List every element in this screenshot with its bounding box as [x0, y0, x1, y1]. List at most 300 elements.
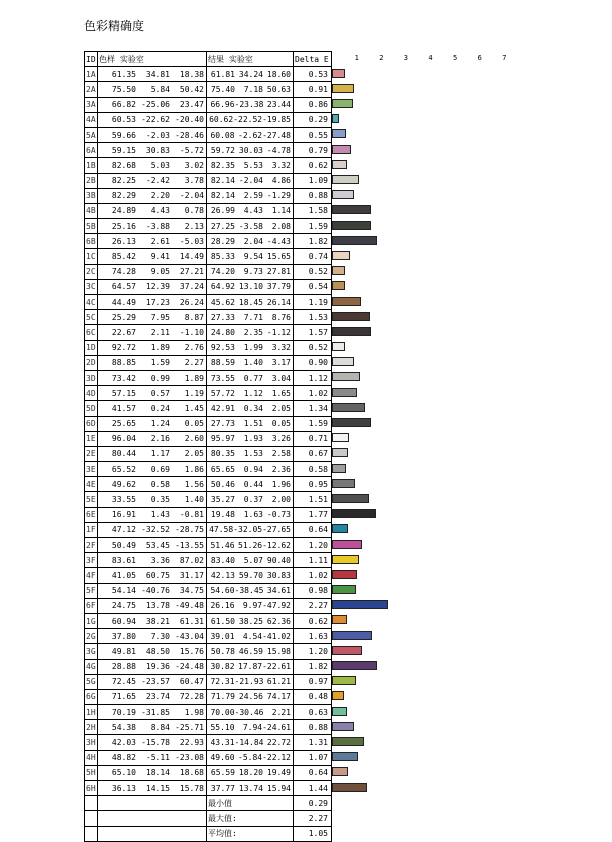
- delta-e-bar-cell: [332, 173, 519, 188]
- ref-lab-a: 19.36: [145, 662, 170, 672]
- ref-lab-cell: [98, 446, 207, 461]
- ref-lab-b: 27.21: [179, 267, 204, 277]
- table-row: [85, 659, 519, 674]
- row-id: 5E: [85, 492, 98, 507]
- ref-lab-cell: [98, 143, 207, 158]
- delta-e-bar-cell: [332, 659, 519, 674]
- ref-lab-b: 61.31: [179, 616, 204, 626]
- ref-lab-a: -2.42: [145, 176, 170, 186]
- ref-lab-a: 5.03: [150, 160, 170, 170]
- delta-e-bar: [332, 281, 345, 290]
- delta-e-value: 1.51: [294, 492, 332, 507]
- delta-e-value: 1.11: [294, 553, 332, 568]
- ref-lab-l: 82.68: [111, 160, 136, 170]
- meas-lab-cell: [207, 644, 294, 659]
- meas-lab-l: 37.77: [210, 783, 235, 793]
- meas-lab-l: 70.00: [210, 707, 235, 717]
- table-row: [85, 158, 519, 173]
- meas-lab-cell: [207, 325, 294, 340]
- delta-e-bar: [332, 615, 347, 624]
- meas-lab-a: 18.45: [238, 297, 263, 307]
- ref-lab-l: 65.10: [111, 768, 136, 778]
- ref-lab-cell: [98, 568, 207, 583]
- meas-lab-b: 0.05: [271, 419, 291, 429]
- meas-lab-l: 80.35: [210, 449, 235, 459]
- meas-lab-b: 4.86: [271, 176, 291, 186]
- x-tick-label: 6: [477, 53, 482, 62]
- delta-e-bar-cell: [332, 143, 519, 158]
- ref-lab-b: 15.78: [179, 783, 204, 793]
- row-id: 6C: [85, 325, 98, 340]
- row-id: 4G: [85, 659, 98, 674]
- meas-lab-b: 22.72: [266, 738, 291, 748]
- table-row: [85, 370, 519, 385]
- table-row: [85, 644, 519, 659]
- ref-lab-cell: [98, 158, 207, 173]
- meas-lab-a: -2.04: [238, 176, 263, 186]
- meas-lab-l: 35.27: [210, 495, 235, 505]
- summary-bar-empty: [332, 796, 519, 811]
- delta-e-bar-cell: [332, 203, 519, 218]
- ref-lab-a: 4.43: [150, 206, 170, 216]
- summary-value: 0.29: [294, 796, 332, 811]
- meas-lab-l: 26.99: [210, 206, 235, 216]
- ref-lab-l: 36.13: [111, 783, 136, 793]
- meas-lab-l: 64.92: [210, 282, 235, 292]
- meas-lab-b: 90.40: [266, 555, 291, 565]
- ref-lab-b: 87.02: [179, 555, 204, 565]
- ref-lab-b: 3.78: [184, 176, 204, 186]
- meas-lab-b: 2.58: [271, 449, 291, 459]
- meas-lab-cell: [207, 355, 294, 370]
- ref-lab-b: -28.46: [175, 130, 204, 140]
- row-id: 5G: [85, 674, 98, 689]
- meas-lab-a: 0.77: [243, 373, 263, 383]
- ref-lab-cell: [98, 173, 207, 188]
- ref-lab-a: 60.75: [145, 570, 170, 580]
- meas-lab-a: -14.84: [234, 738, 264, 748]
- delta-e-value: 1.12: [294, 370, 332, 385]
- delta-e-value: 1.77: [294, 507, 332, 522]
- delta-e-value: 0.62: [294, 158, 332, 173]
- delta-e-value: 0.88: [294, 720, 332, 735]
- meas-lab-l: 66.96: [210, 100, 235, 110]
- meas-lab-b: 2.00: [271, 495, 291, 505]
- meas-lab-l: 49.60: [210, 753, 235, 763]
- meas-lab-cell: [207, 507, 294, 522]
- ref-lab-l: 88.85: [111, 358, 136, 368]
- ref-lab-b: -5.72: [179, 145, 204, 155]
- ref-lab-a: 9.05: [150, 267, 170, 277]
- summary-label: 最小值: [207, 796, 294, 811]
- meas-lab-a: -21.93: [234, 677, 264, 687]
- delta-e-bar-cell: [332, 279, 519, 294]
- table-row: [85, 325, 519, 340]
- meas-lab-a: 13.10: [238, 282, 263, 292]
- meas-lab-b: -0.73: [266, 510, 291, 520]
- meas-lab-b: 15.98: [266, 646, 291, 656]
- delta-e-value: 0.58: [294, 462, 332, 477]
- ref-lab-cell: [98, 689, 207, 704]
- summary-value: 2.27: [294, 811, 332, 826]
- meas-lab-l: 61.50: [210, 616, 235, 626]
- ref-lab-a: 2.16: [150, 434, 170, 444]
- ref-lab-cell: [98, 705, 207, 720]
- table-row: [85, 735, 519, 750]
- delta-e-value: 1.82: [294, 234, 332, 249]
- ref-lab-b: -1.10: [179, 327, 204, 337]
- ref-lab-b: -28.75: [175, 525, 204, 535]
- row-id: 4H: [85, 750, 98, 765]
- meas-lab-cell: [207, 750, 294, 765]
- meas-lab-l: 26.16: [210, 601, 235, 611]
- row-id: 5D: [85, 401, 98, 416]
- ref-lab-a: 8.84: [150, 722, 170, 732]
- ref-lab-l: 66.82: [111, 100, 136, 110]
- delta-e-bar: [332, 691, 344, 700]
- delta-e-bar: [332, 221, 371, 230]
- ref-lab-cell: [98, 340, 207, 355]
- meas-lab-l: 54.60: [210, 586, 235, 596]
- row-id: 4B: [85, 203, 98, 218]
- ref-lab-cell: [98, 477, 207, 492]
- delta-e-bar-cell: [332, 735, 519, 750]
- row-id: 1C: [85, 249, 98, 264]
- ref-lab-l: 65.52: [111, 464, 136, 474]
- row-id: 3B: [85, 188, 98, 203]
- ref-lab-l: 83.61: [111, 555, 136, 565]
- ref-lab-b: -24.48: [175, 662, 204, 672]
- meas-lab-a: 2.59: [243, 191, 263, 201]
- delta-e-value: 1.19: [294, 295, 332, 310]
- delta-e-bar-cell: [332, 264, 519, 279]
- meas-lab-cell: [207, 492, 294, 507]
- delta-e-value: 0.53: [294, 67, 332, 82]
- ref-lab-cell: [98, 234, 207, 249]
- meas-lab-a: 17.87: [238, 662, 263, 672]
- meas-lab-a: 1.40: [243, 358, 263, 368]
- delta-e-bar-cell: [332, 295, 519, 310]
- meas-lab-b: -4.43: [266, 236, 291, 246]
- row-id: 6D: [85, 416, 98, 431]
- header-row: [85, 52, 519, 67]
- delta-e-bar-cell: [332, 629, 519, 644]
- meas-lab-cell: [207, 462, 294, 477]
- row-id: 2G: [85, 629, 98, 644]
- meas-lab-a: 7.71: [243, 312, 263, 322]
- ref-lab-cell: [98, 720, 207, 735]
- ref-lab-a: 23.74: [145, 692, 170, 702]
- meas-lab-b: -4.78: [266, 145, 291, 155]
- ref-lab-a: 18.14: [145, 768, 170, 778]
- meas-lab-l: 47.58: [209, 525, 234, 535]
- row-id: 4C: [85, 295, 98, 310]
- delta-e-bar-cell: [332, 112, 519, 127]
- meas-lab-l: 27.73: [210, 419, 235, 429]
- meas-lab-b: -27.48: [262, 130, 291, 140]
- meas-lab-cell: [207, 158, 294, 173]
- ref-lab-cell: [98, 613, 207, 628]
- row-id: 4A: [85, 112, 98, 127]
- delta-e-bar: [332, 433, 349, 442]
- delta-e-bar-cell: [332, 568, 519, 583]
- ref-lab-a: 7.30: [150, 631, 170, 641]
- delta-e-value: 2.27: [294, 598, 332, 613]
- header-delta: Delta E: [294, 52, 332, 67]
- summary-empty: [98, 826, 207, 841]
- meas-lab-b: -22.12: [262, 753, 291, 763]
- row-id: 4E: [85, 477, 98, 492]
- ref-lab-a: 0.99: [150, 373, 170, 383]
- meas-lab-cell: [207, 279, 294, 294]
- x-tick-label: 4: [428, 53, 433, 62]
- meas-lab-l: 82.14: [210, 191, 235, 201]
- meas-lab-cell: [207, 386, 294, 401]
- ref-lab-l: 59.66: [111, 130, 136, 140]
- row-id: 5B: [85, 219, 98, 234]
- meas-lab-b: 37.79: [266, 282, 291, 292]
- summary-row: [85, 811, 519, 826]
- meas-lab-l: 74.20: [210, 267, 235, 277]
- meas-lab-a: 7.94: [242, 722, 263, 732]
- summary-row: [85, 796, 519, 811]
- ref-lab-l: 25.29: [111, 312, 136, 322]
- delta-e-bar: [332, 646, 362, 655]
- ref-lab-b: 0.05: [184, 419, 204, 429]
- delta-e-bar: [332, 99, 353, 108]
- meas-lab-l: 19.48: [210, 510, 235, 520]
- meas-lab-b: -22.61: [262, 662, 291, 672]
- delta-e-bar-cell: [332, 750, 519, 765]
- meas-lab-cell: [207, 629, 294, 644]
- meas-lab-cell: [207, 583, 294, 598]
- meas-lab-a: 4.54: [242, 631, 263, 641]
- meas-lab-b: 2.21: [271, 707, 291, 717]
- table-row: [85, 127, 519, 142]
- delta-e-value: 0.71: [294, 431, 332, 446]
- delta-e-value: 1.20: [294, 538, 332, 553]
- ref-lab-cell: [98, 750, 207, 765]
- delta-e-bar-cell: [332, 370, 519, 385]
- row-id: 5H: [85, 765, 98, 780]
- table-row: [85, 82, 519, 97]
- meas-lab-a: 46.59: [238, 646, 263, 656]
- ref-lab-cell: [98, 264, 207, 279]
- ref-lab-b: 1.45: [184, 403, 204, 413]
- ref-lab-l: 96.04: [111, 434, 136, 444]
- summary-value: 1.05: [294, 826, 332, 841]
- header-meas: 结果 实验室: [207, 52, 294, 67]
- delta-e-bar-cell: [332, 158, 519, 173]
- ref-lab-cell: [98, 598, 207, 613]
- meas-lab-cell: [207, 173, 294, 188]
- table-row: [85, 295, 519, 310]
- meas-lab-a: 0.44: [243, 479, 263, 489]
- meas-lab-l: 55.10: [210, 722, 235, 732]
- delta-e-bar-cell: [332, 431, 519, 446]
- ref-lab-l: 82.29: [111, 191, 136, 201]
- row-id: 2B: [85, 173, 98, 188]
- meas-lab-b: 3.32: [271, 160, 291, 170]
- row-id: 6F: [85, 598, 98, 613]
- delta-e-bar-cell: [332, 401, 519, 416]
- delta-e-bar: [332, 297, 361, 306]
- ref-lab-l: 49.62: [111, 479, 136, 489]
- delta-e-value: 1.44: [294, 781, 332, 796]
- delta-e-value: 0.55: [294, 127, 332, 142]
- table-row: [85, 173, 519, 188]
- delta-e-bar-cell: [332, 522, 519, 537]
- meas-lab-cell: [207, 127, 294, 142]
- ref-lab-b: 1.40: [184, 495, 204, 505]
- ref-lab-a: -32.52: [141, 525, 170, 535]
- meas-lab-b: 8.76: [271, 312, 291, 322]
- row-id: 3C: [85, 279, 98, 294]
- delta-e-bar-cell: [332, 188, 519, 203]
- row-id: 3H: [85, 735, 98, 750]
- delta-e-value: 0.86: [294, 97, 332, 112]
- row-id: 3F: [85, 553, 98, 568]
- ref-lab-a: 7.95: [150, 312, 170, 322]
- delta-e-bar-cell: [332, 355, 519, 370]
- row-id: 1A: [85, 67, 98, 82]
- table-row: [85, 203, 519, 218]
- meas-lab-cell: [207, 720, 294, 735]
- ref-lab-b: -49.48: [175, 601, 204, 611]
- delta-e-bar-cell: [332, 462, 519, 477]
- meas-lab-a: 0.37: [243, 495, 263, 505]
- delta-e-bar-cell: [332, 613, 519, 628]
- ref-lab-cell: [98, 507, 207, 522]
- delta-e-bar: [332, 524, 348, 533]
- ref-lab-b: 1.19: [184, 388, 204, 398]
- ref-lab-cell: [98, 249, 207, 264]
- delta-e-value: 1.07: [294, 750, 332, 765]
- meas-lab-a: 5.53: [243, 160, 263, 170]
- delta-e-bar: [332, 327, 371, 336]
- ref-lab-l: 61.35: [111, 69, 136, 79]
- row-id: 1G: [85, 613, 98, 628]
- meas-lab-l: 51.46: [210, 540, 235, 550]
- ref-lab-a: 1.59: [150, 358, 170, 368]
- ref-lab-b: -5.03: [179, 236, 204, 246]
- delta-e-value: 0.48: [294, 689, 332, 704]
- ref-lab-a: 1.43: [150, 510, 170, 520]
- table-row: [85, 67, 519, 82]
- delta-e-bar: [332, 479, 355, 488]
- ref-lab-a: 0.24: [150, 403, 170, 413]
- table-row: [85, 462, 519, 477]
- meas-lab-a: -38.45: [234, 586, 264, 596]
- ref-lab-cell: [98, 219, 207, 234]
- meas-lab-cell: [207, 112, 294, 127]
- delta-e-bar-cell: [332, 310, 519, 325]
- delta-e-bar-cell: [332, 416, 519, 431]
- meas-lab-b: -24.61: [262, 722, 291, 732]
- delta-e-bar: [332, 388, 357, 397]
- delta-e-bar: [332, 600, 388, 609]
- ref-lab-l: 85.42: [111, 252, 136, 262]
- delta-e-bar: [332, 631, 372, 640]
- table-row: [85, 598, 519, 613]
- meas-lab-cell: [207, 340, 294, 355]
- delta-e-bar: [332, 752, 358, 761]
- meas-lab-a: 18.20: [238, 768, 263, 778]
- meas-lab-l: 50.78: [210, 646, 235, 656]
- delta-e-bar-cell: [332, 249, 519, 264]
- ref-lab-l: 92.72: [111, 343, 136, 353]
- delta-e-bar-cell: [332, 720, 519, 735]
- meas-lab-cell: [207, 659, 294, 674]
- ref-lab-l: 22.67: [111, 327, 136, 337]
- delta-e-bar: [332, 342, 345, 351]
- row-id: 3A: [85, 97, 98, 112]
- meas-lab-l: 73.55: [210, 373, 235, 383]
- ref-lab-b: 34.75: [179, 586, 204, 596]
- meas-lab-a: 1.12: [243, 388, 263, 398]
- ref-lab-l: 42.03: [111, 738, 136, 748]
- meas-lab-b: 3.26: [271, 434, 291, 444]
- ref-lab-b: -43.04: [175, 631, 204, 641]
- delta-e-bar-cell: [332, 553, 519, 568]
- delta-e-bar: [332, 312, 370, 321]
- table-row: [85, 143, 519, 158]
- meas-lab-cell: [207, 203, 294, 218]
- delta-e-bar: [332, 205, 371, 214]
- ref-lab-l: 82.25: [111, 176, 136, 186]
- ref-lab-cell: [98, 97, 207, 112]
- meas-lab-a: -30.46: [234, 707, 264, 717]
- delta-e-value: 0.90: [294, 355, 332, 370]
- header-ref: 色样 实验室: [98, 52, 207, 67]
- delta-e-bar-cell: [332, 386, 519, 401]
- meas-lab-a: 59.70: [238, 570, 263, 580]
- row-id: 6E: [85, 507, 98, 522]
- meas-lab-cell: [207, 781, 294, 796]
- table-row: [85, 386, 519, 401]
- ref-lab-cell: [98, 370, 207, 385]
- table-row: [85, 264, 519, 279]
- meas-lab-l: 71.79: [210, 692, 235, 702]
- delta-e-value: 1.63: [294, 629, 332, 644]
- delta-e-bar: [332, 464, 346, 473]
- row-id: 2A: [85, 82, 98, 97]
- meas-lab-l: 30.82: [210, 662, 235, 672]
- row-id: 1D: [85, 340, 98, 355]
- ref-lab-l: 70.19: [111, 707, 136, 717]
- ref-lab-b: 2.27: [184, 358, 204, 368]
- table-row: [85, 538, 519, 553]
- ref-lab-b: 1.89: [184, 373, 204, 383]
- delta-e-bar: [332, 251, 350, 260]
- delta-e-value: 0.52: [294, 340, 332, 355]
- row-id: 3E: [85, 462, 98, 477]
- meas-lab-a: 9.97: [242, 601, 263, 611]
- meas-lab-l: 75.40: [210, 84, 235, 94]
- ref-lab-a: -40.76: [141, 586, 170, 596]
- delta-e-value: 0.52: [294, 264, 332, 279]
- delta-e-bar-cell: [332, 674, 519, 689]
- delta-e-bar-cell: [332, 583, 519, 598]
- meas-lab-l: 95.97: [210, 434, 235, 444]
- row-id: 1H: [85, 705, 98, 720]
- ref-lab-a: -23.57: [141, 677, 170, 687]
- page-title: 色彩精确度: [84, 19, 145, 33]
- color-accuracy-table: [84, 51, 519, 842]
- delta-e-bar-cell: [332, 67, 519, 82]
- ref-lab-cell: [98, 522, 207, 537]
- meas-lab-b: 34.61: [266, 586, 291, 596]
